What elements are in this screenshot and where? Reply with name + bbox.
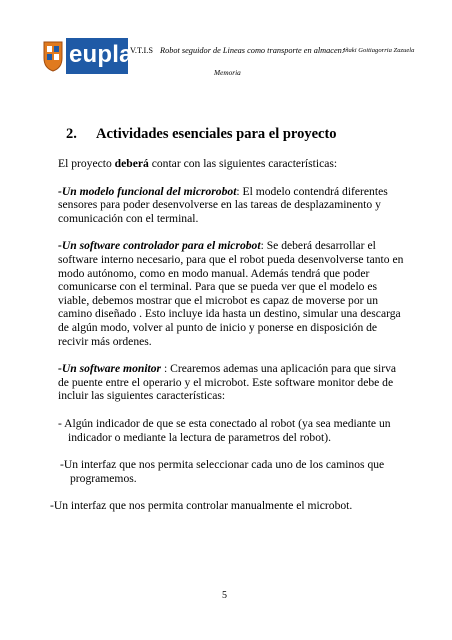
paragraph-label: -Un modelo funcional del microrobot: [58, 184, 237, 198]
crest-icon: [42, 40, 64, 72]
list-item-first-line: -Un interfaz que nos permita controlar manualmente el microbot.: [50, 499, 353, 513]
list-item-first-line: - Algún indicador de que se esta conectado al robot (ya sea mediante un: [58, 416, 391, 430]
paragraph-software-monitor: [58, 362, 406, 403]
paragraph-text: : El modelo contendrá diferentes sensores para poder desenvolverse en las tareas de desplazaminento y comunicación con el terminal.: [58, 184, 388, 225]
paragraph-software-controlador: [58, 239, 406, 348]
list-item: [60, 458, 406, 485]
intro-text: El proyecto: [58, 157, 115, 170]
page-content: [50, 126, 406, 527]
section-title: Actividades esenciales para el proyecto: [96, 126, 337, 142]
paragraph-text: : Crearemos ademas una aplicación para que sirva de puente entre el operario y el microbot. Este software monitor debe de incluir las siguientes características:: [58, 362, 397, 403]
list-item-continuation: indicador o mediante la lectura de parametros del robot).: [68, 430, 332, 444]
intro-text-end: contar con las siguientes características:: [148, 157, 338, 170]
list-item: [50, 499, 406, 513]
logo-wordmark: eupla: [66, 38, 128, 74]
intro-paragraph: [58, 157, 406, 171]
paragraph-label: -Un software controlador para el microbot: [58, 239, 261, 253]
eupla-logo: [42, 38, 133, 74]
header-author: Iñaki Goitiagorria Zazuela: [343, 47, 415, 54]
list-item-continuation: programemos.: [70, 471, 137, 485]
paragraph-text: : Se deberá desarrollar el software interno necesario, para que el robot pueda desenvolverse tanto en modo autónomo, como en modo manual. Además tendrá que poder comunicarse con el terminal. Para que se pueda ver que el modelo es viable, debemos mostrar que el microbot es capaz de moverse por un camino diseñado . Esto incluye ida hasta un destino, simular una descarga de algún modo, volver al punto de inicio y ponerse en disposición de recivir más ordenes.: [58, 239, 404, 348]
section-heading: [66, 126, 406, 143]
header-title: Robot seguidor de Lineas como transporte en almacen:: [160, 46, 345, 55]
header-subtitle: Memoria: [214, 68, 241, 77]
list-item: [58, 417, 406, 444]
paragraph-microrobot: [58, 185, 406, 226]
list-item-first-line: -Un interfaz que nos permita seleccionar cada uno de los caminos que: [60, 458, 385, 472]
section-number: 2.: [66, 126, 77, 142]
page-number: 5: [222, 590, 227, 601]
header-code: V.T.I.S: [130, 46, 153, 55]
paragraph-label: -Un software monitor: [58, 362, 162, 376]
intro-bold: deberá: [114, 157, 149, 170]
